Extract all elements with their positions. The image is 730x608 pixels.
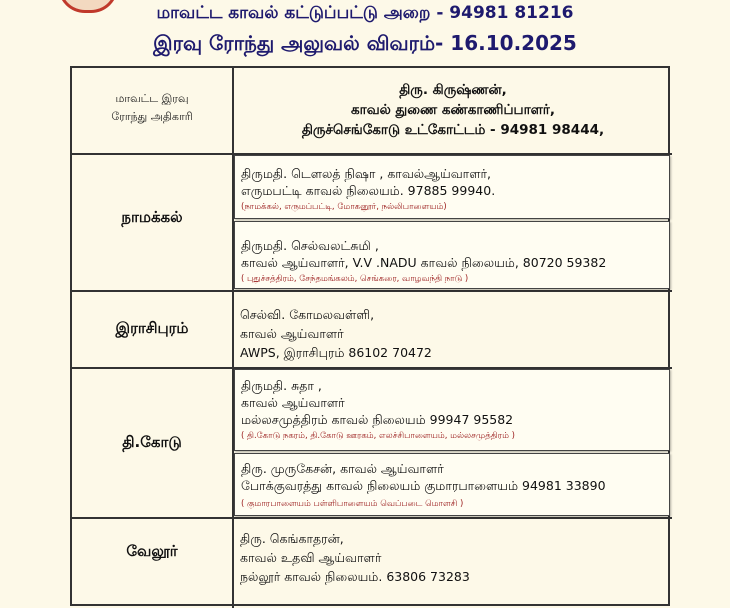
patrol-officer-label: [72, 90, 232, 126]
entry-line: திருமதி. செல்வலட்சுமி ,: [241, 238, 379, 253]
entry-line: காவல் ஆய்வாளர்: [241, 395, 345, 410]
jurisdiction-note: ( தி.கோடு நகரம், தி.கோடு ஊரகம், எலச்சிபாளையம், மல்லசமுத்திரம் ): [241, 431, 515, 441]
duty-entry: [234, 155, 670, 219]
area-label-namakkal: நாமக்கல்: [121, 208, 183, 226]
officer-designation: காவல் துணை கண்காணிப்பாளர்,: [351, 102, 555, 118]
duty-entry: [240, 306, 432, 361]
patrol-officer-details: [234, 80, 672, 140]
jurisdiction-note: ( குமாரபாளையம் பள்ளிபாளையம் வெப்படை மொளசி ): [241, 499, 464, 509]
label-line: மாவட்ட இரவு: [115, 92, 189, 105]
entry-line: காவல் உதவி ஆய்வாளர்: [240, 550, 382, 565]
row-divider: [72, 290, 672, 292]
entry-line: எருமபட்டி காவல் நிலையம். 97885 99940.: [241, 183, 496, 198]
control-room-heading: மாவட்ட காவல் கட்டுப்பட்டு அறை - 94981 81216: [156, 3, 574, 23]
area-label-tiruchengode: தி.கோடு: [122, 433, 182, 451]
officer-name: திரு. கிருஷ்ணன்,: [399, 82, 507, 98]
entry-line: போக்குவரத்து காவல் நிலையம் குமாரபாளையம் 94981 33890: [241, 478, 606, 493]
row-divider: [72, 517, 672, 519]
duty-table: [70, 66, 670, 606]
jurisdiction-note: (நாமக்கல், எருமப்பட்டி, மோகனூர், நல்லிபாளையம்): [241, 202, 447, 212]
area-label-rasipuram: இராசிபுரம்: [115, 319, 189, 337]
duty-entry: [234, 221, 670, 289]
entry-line: காவல் ஆய்வாளர்: [240, 326, 344, 341]
duty-entry: [240, 530, 470, 585]
duty-entry: [234, 369, 670, 451]
entry-line: செல்வி. கோமலவள்ளி,: [240, 307, 375, 322]
jurisdiction-note: ( புதுச்சத்திரம், சேந்தமங்கலம், செங்கரை, வாழவந்தி நாடு ): [241, 274, 469, 284]
entry-line: நல்லூர் காவல் நிலையம். 63806 73283: [240, 569, 470, 584]
night-patrol-title: இரவு ரோந்து அலுவல் விவரம்- 16.10.2025: [153, 31, 577, 55]
entry-line: மல்லசமுத்திரம் காவல் நிலையம் 99947 95582: [241, 412, 514, 427]
officer-office: திருச்செங்கோடு உட்கோட்டம் - 94981 98444,: [301, 122, 605, 138]
entry-line: AWPS, இராசிபுரம் 86102 70472: [240, 345, 432, 360]
entry-line: காவல் ஆய்வாளர், V.V .NADU காவல் நிலையம், 80720 59382: [241, 255, 607, 270]
entry-line: திரு. கெங்காதரன்,: [240, 531, 344, 546]
entry-line: திருமதி. டௌலத் நிஷா , காவல்ஆய்வாளர்,: [241, 166, 491, 181]
area-label-velur: வேலூர்: [126, 542, 178, 560]
entry-line: திருமதி. சுதா ,: [241, 378, 322, 393]
entry-line: திரு. முருகேசன், காவல் ஆய்வாளர்: [241, 461, 444, 476]
column-divider: [232, 68, 234, 608]
duty-entry: [234, 453, 670, 516]
label-line: ரோந்து அதிகாரி: [111, 110, 193, 123]
